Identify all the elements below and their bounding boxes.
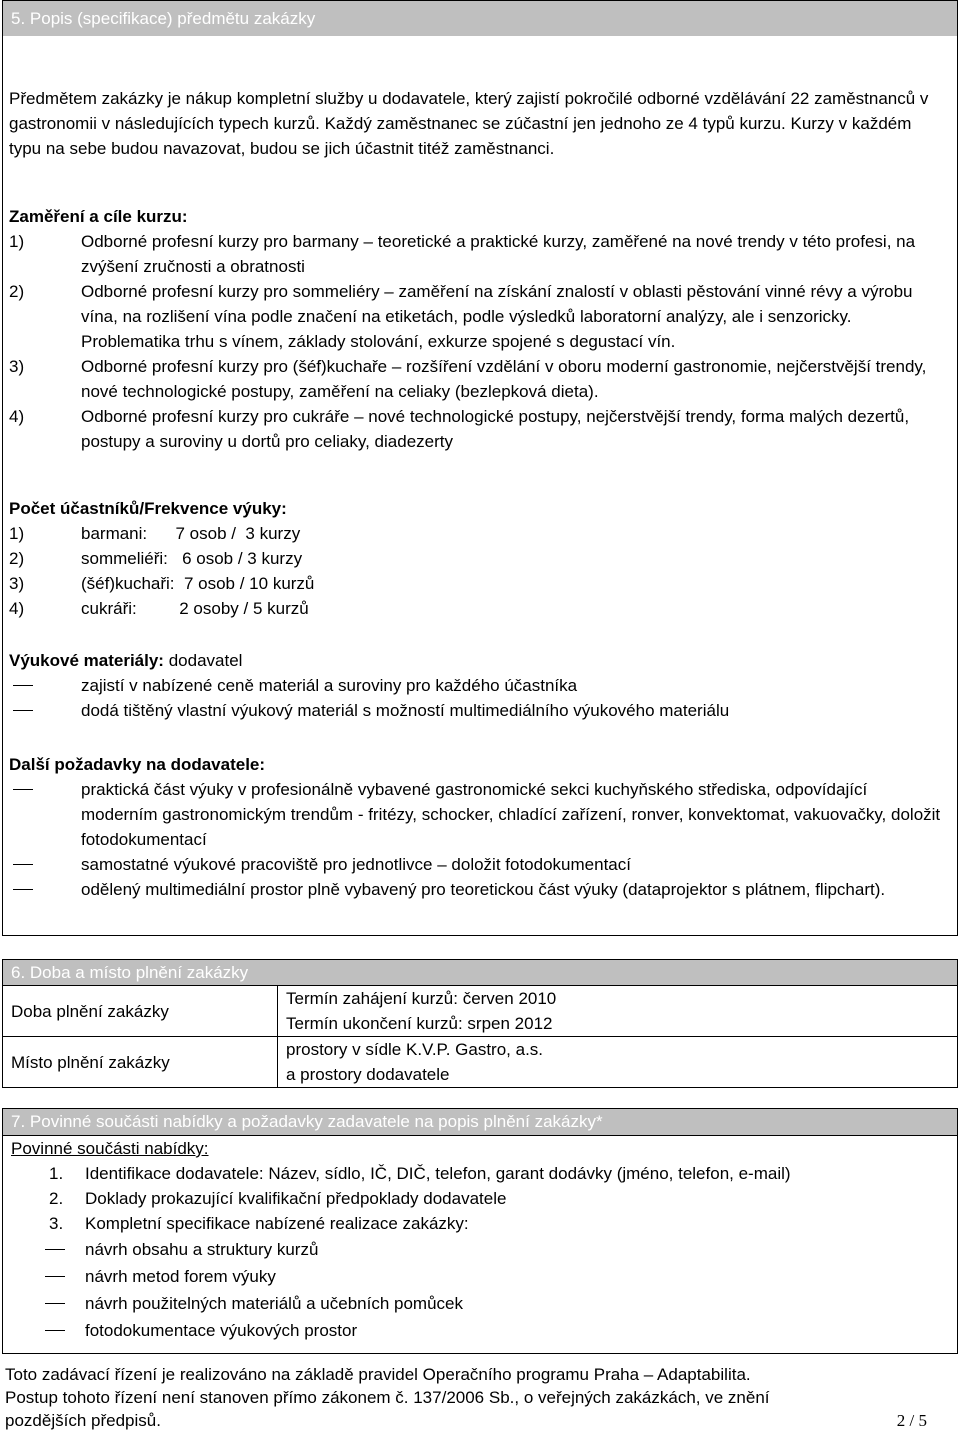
- materials-item: zajistí v nabízené ceně materiál a suroviny pro každého účastníka: [9, 673, 944, 698]
- page-number: 2 / 5: [896, 1411, 927, 1430]
- requirements-title: Další požadavky na dodavatele:: [9, 755, 266, 774]
- section7-header: 7. Povinné součásti nabídky a požadavky zadavatele na popis plnění zakázky*: [3, 1109, 957, 1136]
- section5-header: 5. Popis (specifikace) předmětu zakázky: [2, 0, 958, 36]
- duration-label: Doba plnění zakázky: [3, 986, 278, 1037]
- section6-table: [2, 959, 958, 1088]
- mandatory-item: 1. Identifikace dodavatele: Název, sídlo, IČ, DIČ, telefon, garant dodávky (jméno, telefon, e-mail): [49, 1164, 791, 1183]
- focus-item: 2) Odborné profesní kurzy pro sommeliéry – zaměření na získání znalostí v oblasti pěstování vinné révy a výrobu vína, na rozlišení vína podle značení na etiketách, podle výsledků laboratorní analýzy, ale i senzoricky. Problematika trhu s vínem, základy stolování, exkurze spojené s degustací vín.: [9, 282, 913, 351]
- requirements-item: samostatné výukové pracoviště pro jednotlivce – doložit fotodokumentací: [9, 852, 944, 877]
- footer-line: Toto zadávací řízení je realizováno na základě pravidel Operačního programu Praha – Adaptabilita.: [5, 1365, 751, 1384]
- materials-value: dodavatel: [168, 651, 243, 670]
- focus-section: [9, 204, 944, 454]
- section5-intro: Předmětem zakázky je nákup kompletní služby u dodavatele, který zajistí pokročilé odborné vzdělávání 22 zaměstnanců v gastronomii v následujících typech kurzů. Každý zaměstnanec se zúčastní jen jednoho ze 4 typů kurzu. Kurzy v každém typu na sebe budou navazovat, budou se jich účastnit titéž zaměstnanci.: [9, 89, 929, 158]
- participants-section: [9, 496, 944, 621]
- mandatory-item: 2. Doklady prokazující kvalifikační předpoklady dodavatele: [49, 1189, 507, 1208]
- requirements-item: praktická část výuky v profesionálně vybavené gastronomické sekci kuchyňského střediska, odpovídající moderním gastronomickým trendům - fritézy, schocker, chladící zařízení, ronver, konvektomat, vakuovačky, doložit fotodokumentací: [9, 777, 944, 852]
- spec-item: návrh obsahu a struktury kurzů: [11, 1236, 957, 1263]
- participant-item: 4) cukráři: 2 osoby / 5 kurzů: [9, 599, 309, 618]
- focus-title: Zaměření a cíle kurzu:: [9, 207, 188, 226]
- footer-line: pozdějších předpisů.: [5, 1411, 161, 1430]
- footer: [5, 1363, 927, 1432]
- section7-subtitle: Povinné součásti nabídky:: [11, 1139, 209, 1158]
- participant-item: 1) barmani: 7 osob / 3 kurzy: [9, 524, 301, 543]
- place-value: prostory v sídle K.V.P. Gastro, a.s. a prostory dodavatele: [278, 1037, 958, 1088]
- spec-item: návrh použitelných materiálů a učebních pomůcek: [11, 1290, 957, 1317]
- section7-box: [2, 1108, 958, 1354]
- spec-item: fotodokumentace výukových prostor: [11, 1317, 957, 1344]
- focus-item: 3) Odborné profesní kurzy pro (šéf)kuchaře – rozšíření vzdělání v oboru moderní gastronomie, nejčerstvější trendy, nové technologické postupy, zaměření na celiaky (bezlepková dieta).: [9, 357, 927, 401]
- duration-value: Termín zahájení kurzů: červen 2010 Termín ukončení kurzů: srpen 2012: [278, 986, 958, 1037]
- place-label: Místo plnění zakázky: [3, 1037, 278, 1088]
- mandatory-item: 3. Kompletní specifikace nabízené realizace zakázky:: [49, 1214, 469, 1233]
- footer-line: Postup tohoto řízení není stanoven přímo zákonem č. 137/2006 Sb., o veřejných zakázkách, ve znění: [5, 1388, 770, 1407]
- materials-item: dodá tištěný vlastní výukový materiál s možností multimediálního výukového materiálu: [9, 698, 944, 723]
- focus-item: 1) Odborné profesní kurzy pro barmany – teoretické a praktické kurzy, zaměřené na nové trendy v této profesi, na zvýšení zručnosti a obratnosti: [9, 232, 916, 276]
- requirements-section: [9, 752, 944, 902]
- materials-title: Výukové materiály:: [9, 651, 164, 670]
- participant-item: 3) (šéf)kuchaři: 7 osob / 10 kurzů: [9, 574, 315, 593]
- requirements-item: odělený multimediální prostor plně vybavený pro teoretickou část výuky (dataprojektor s plátnem, flipchart).: [9, 877, 944, 902]
- spec-item: návrh metod forem výuky: [11, 1263, 957, 1290]
- participants-title: Počet účastníků/Frekvence výuky:: [9, 499, 287, 518]
- section6-header: 6. Doba a místo plnění zakázky: [3, 960, 958, 986]
- materials-section: [9, 648, 944, 723]
- participant-item: 2) sommeliéři: 6 osob / 3 kurzy: [9, 549, 303, 568]
- focus-item: 4) Odborné profesní kurzy pro cukráře – nové technologické postupy, nejčerstvější trendy, forma malých dezertů, postupy a suroviny u dortů pro celiaky, diadezerty: [9, 407, 910, 451]
